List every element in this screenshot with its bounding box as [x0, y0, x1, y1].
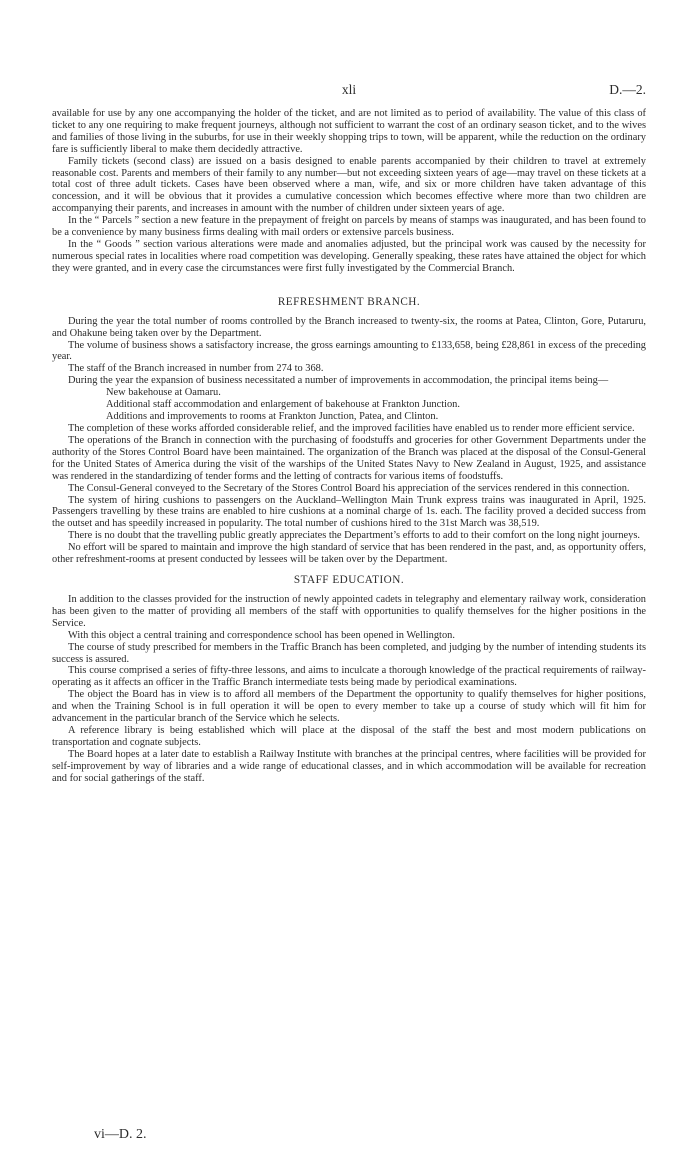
paragraph: In the “ Parcels ” section a new feature in the prepayment of freight on parcels by means of stamps was inaugurated, and has been found to be a convenience by many business firms dealing with mail orders or extensive parcels business. [52, 215, 646, 239]
document-code: D.—2. [609, 82, 646, 97]
paragraph: available for use by any one accompanying the holder of the ticket, and are not limited as to period of availability. The value of this class of ticket to any one requiring to make frequent journeys, although not sufficient to warrant the cost of an ordinary season ticket, and to the wives and families of those living in the suburbs, for use in their weekly shopping trips to town, will be apparent, while the reduction on the ordinary fare is sufficiently liberal to make them decidedly attractive. [52, 108, 646, 155]
paragraph: In addition to the classes provided for the instruction of newly appointed cadets in telegraphy and elementary railway work, consideration has been given to the matter of providing all members of the staff with opportunities to qualify themselves for the higher positions in the Service. [52, 594, 646, 629]
section-heading-refreshment: REFRESHMENT BRANCH. [277, 295, 421, 308]
paragraph: There is no doubt that the travelling public greatly appreciates the Department’s efforts to add to their comfort on the long night journeys. [68, 530, 641, 542]
paragraph: In the “ Goods ” section various alterations were made and anomalies adjusted, but the principal work was caused by the necessity for numerous special rates in localities where road competition was developing. Generally speaking, these rates have attained the object for which they were granted, and in every case the circumstances were first fully investigated by the Commercial Branch. [52, 238, 646, 274]
paragraph: The Board hopes at a later date to establish a Railway Institute with branches at the principal centres, where facilities will be provided for self-improvement by way of libraries and a wide range of educational classes, and in which accommodation will be available for recreation and for social gatherings of the staff. [52, 748, 646, 784]
document-body [52, 108, 646, 785]
page-number: xli [341, 82, 357, 97]
printer-signature: vi—D. 2. [94, 1127, 147, 1142]
list-item: New bakehouse at Oamaru. [106, 387, 221, 399]
paragraph: The system of hiring cushions to passengers on the Auckland–Wellington Main Trunk express trains was inaugurated in April, 1925. Passengers travelling by these trains are enabled to hire cushions at a nominal charge of 1s. each. The facility proved a decided success from the outset and has speedily increased in popularity. The total number of cushions hired to the 31st March was 38,519. [52, 494, 646, 530]
paragraph: The volume of business shows a satisfactory increase, the gross earnings amounting to £133,658, being £28,861 in excess of the preceding year. [52, 339, 646, 363]
paragraph: No effort will be spared to maintain and improve the high standard of service that has been rendered in the past, and, as opportunity offers, other refreshment-rooms at present conducted by lessees will be taken over by the Department. [52, 542, 646, 566]
paragraph: During the year the total number of rooms controlled by the Branch increased to twenty-six, the rooms at Patea, Clinton, Gore, Putaruru, and Ohakune being taken over by the Department. [52, 315, 646, 339]
list-item: Additions and improvements to rooms at Frankton Junction, Patea, and Clinton. [106, 411, 439, 423]
list-item: Additional staff accommodation and enlargement of bakehouse at Frankton Junction. [106, 399, 460, 411]
paragraph: The staff of the Branch increased in number from 274 to 368. [68, 363, 324, 375]
paragraph: The Consul-General conveyed to the Secretary of the Stores Control Board his appreciation of the services rendered in this connection. [68, 482, 630, 494]
paragraph: The course of study prescribed for members in the Traffic Branch has been completed, and judging by the number of intending students its success is assured. [52, 641, 646, 665]
paragraph: Family tickets (second class) are issued on a basis designed to enable parents accompanied by their children to travel at extremely reasonable cost. Parents and members of their family to any number—but not exceeding sixteen years of age—may travel on these tickets at a total cost of three adult tickets. Cases have been observed where a man, wife, and six or more children have taken advantage of this concession, and it will be obvious that it provides a cumulative concession which becomes effective where more than two children are accompanying their parents, and increases in amount with the number of children under sixteen years of age. [52, 155, 646, 215]
page-header [52, 82, 646, 102]
improvement-list [52, 387, 646, 423]
paragraph: The completion of these works afforded considerable relief, and the improved facilities have enabled us to render more efficient service. [68, 423, 635, 435]
paragraph: This course comprised a series of fifty-three lessons, and aims to inculcate a thorough knowledge of the practical requirements of railway-operating as it affects an officer in the Traffic Branch intermediate tests being made by periodical examinations. [52, 665, 646, 689]
paragraph: The object the Board has in view is to afford all members of the Department the opportunity to qualify themselves for higher positions, and when the Training School is in full operation it will be open to every member to take up a course of study which will fit him for advancement in the particular branch of the Service which he selects. [52, 689, 646, 725]
section-heading-staff-education: STAFF EDUCATION. [293, 574, 405, 586]
paragraph: A reference library is being established which will place at the disposal of the staff the best and most modern publications on transportation and cognate subjects. [52, 724, 646, 748]
paragraph: With this object a central training and correspondence school has been opened in Wellington. [68, 629, 455, 641]
paragraph: During the year the expansion of business necessitated a number of improvements in accommodation, the principal items being— [68, 375, 609, 387]
paragraph: The operations of the Branch in connection with the purchasing of foodstuffs and groceries for other Government Departments under the authority of the Stores Control Board have been maintained. The organization of the Branch was placed at the disposal of the Consul-General for the United States of America during the visit of the warships of the United States Navy to New Zealand in August, 1925, and assistance was rendered in the standardizing of tender forms and the letting of contracts for various items of foodstuffs. [52, 435, 646, 482]
